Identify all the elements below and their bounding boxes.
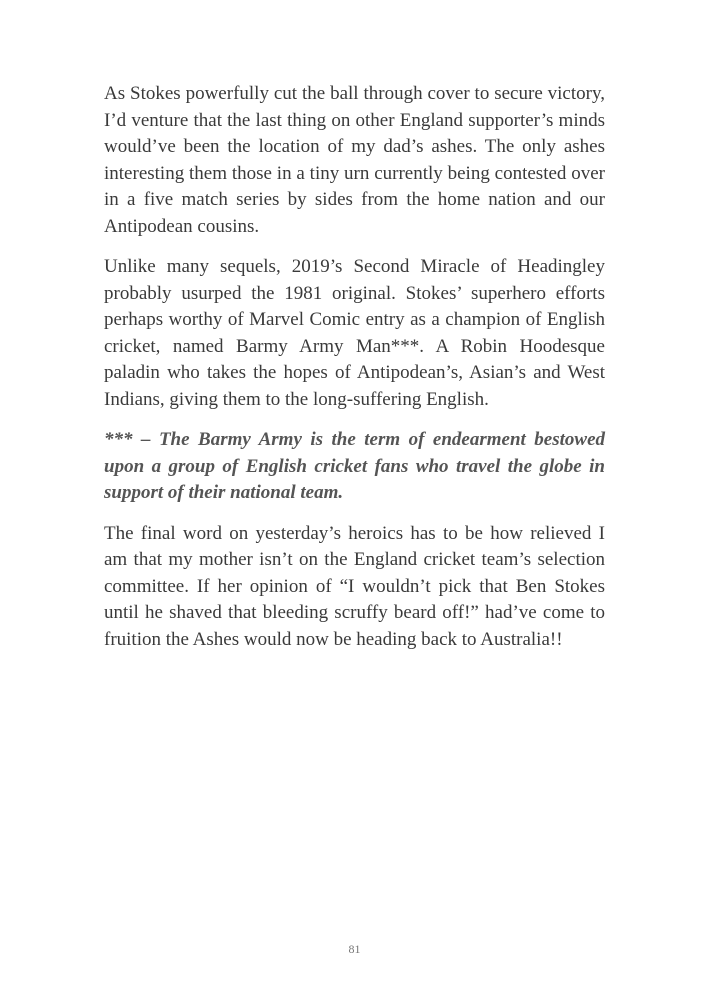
- paragraph-second-miracle: Unlike many sequels, 2019’s Second Miracle of Headingley probably usurped the 1981 original. Stokes’ superhero efforts perhaps worthy of Marvel Comic entry as a champion of English cricket, named Barmy Army Man***. A Robin Hoodesque paladin who takes the hopes of Antipodean’s, Asian’s and West Indians, giving them to the long-suffering English.: [104, 256, 605, 410]
- page-number: 81: [348, 942, 361, 956]
- body-text: [104, 81, 605, 667]
- paragraph-stokes-victory: As Stokes powerfully cut the ball through cover to secure victory, I’d venture that the last thing on other England supporter’s minds would’ve been the location of my dad’s ashes. The only ashes interesting them those in a tiny urn currently being contested over in a five match series by sides from the home nation and our Antipodean cousins.: [104, 83, 605, 237]
- paragraph-final-word: The final word on yesterday’s heroics has to be how relieved I am that my mother isn’t on the England cricket team’s selection committee. If her opinion of “I wouldn’t pick that Ben Stokes until he shaved that bleeding scruffy beard off!” had’ve come to fruition the Ashes would now be heading back to Australia!!: [104, 522, 605, 650]
- footnote-barmy-army: *** – The Barmy Army is the term of endearment bestowed upon a group of English cricket fans who travel the globe in support of their national team.: [104, 429, 605, 503]
